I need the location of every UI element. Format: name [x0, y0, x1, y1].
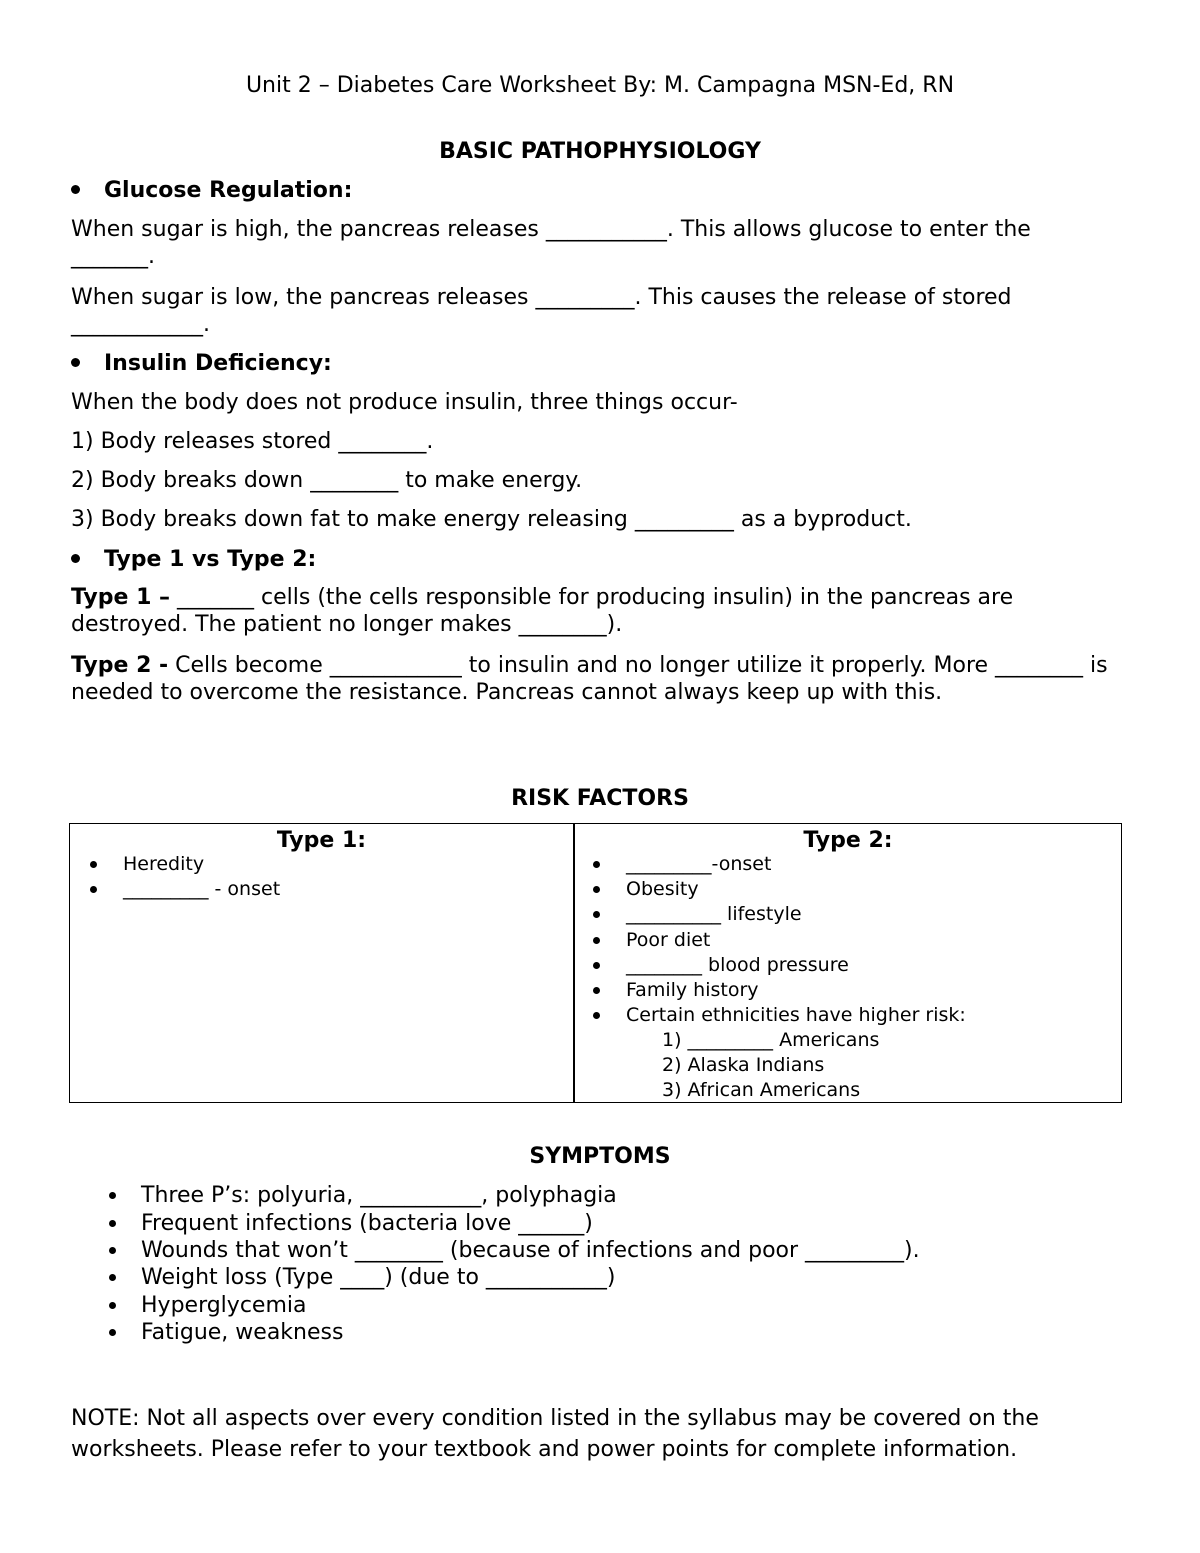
- insulin-item-3: 3) Body breaks down fat to make energy releasing _________ as a byproduct.: [71, 507, 912, 532]
- bullet-icon: [71, 185, 80, 194]
- type2-risk-item: Family history: [626, 978, 759, 1003]
- bullet-icon: [593, 962, 600, 969]
- bullet-icon: [593, 861, 600, 868]
- bullet-icon: [593, 911, 600, 918]
- type-comparison-label: Type 1 vs Type 2:: [104, 547, 317, 572]
- insulin-intro: When the body does not produce insulin, three things occur-: [71, 390, 738, 415]
- type1-text: _______ cells (the cells responsible for producing insulin) in the pancreas are destroyed. The patient no longer makes ________).: [71, 585, 1014, 637]
- section-heading-risk-factors: RISK FACTORS: [511, 786, 689, 811]
- bullet-icon: [71, 358, 80, 367]
- symptom-item: Frequent infections (bacteria love ______): [141, 1210, 593, 1237]
- type-comparison-heading: [71, 546, 316, 574]
- insulin-deficiency-heading: [71, 350, 332, 378]
- ethnicity-item: 3) African Americans: [662, 1079, 861, 1101]
- note-line-1: NOTE: Not all aspects over every condition listed in the syllabus may be covered on the: [71, 1406, 1039, 1431]
- bullet-icon: [90, 861, 97, 868]
- type2-column-header: Type 2:: [803, 828, 893, 853]
- type2-text: Cells become ____________ to insulin and no longer utilize it properly. More ________ is needed to overcome the resistance. Pancreas cannot always keep up with this.: [71, 653, 1108, 705]
- bullet-icon: [109, 1274, 116, 1281]
- type1-label: Type 1 –: [71, 585, 171, 610]
- insulin-item-1: 1) Body releases stored ________.: [71, 429, 434, 454]
- type2-risk-item: _________-onset: [626, 852, 771, 877]
- bullet-icon: [90, 886, 97, 893]
- glucose-line-1: When sugar is high, the pancreas releases ___________. This allows glucose to enter the: [71, 217, 1031, 242]
- type1-risk-item: _________ - onset: [123, 877, 280, 902]
- ethnicity-item: 1) _________ Americans: [662, 1029, 880, 1051]
- type2-risk-item: Certain ethnicities have higher risk:: [626, 1003, 966, 1028]
- insulin-item-2: 2) Body breaks down ________ to make energy.: [71, 468, 583, 493]
- bullet-icon: [109, 1220, 116, 1227]
- section-heading-pathophysiology: BASIC PATHOPHYSIOLOGY: [439, 139, 761, 164]
- bullet-icon: [109, 1329, 116, 1336]
- bullet-icon: [593, 937, 600, 944]
- type2-risk-item: Poor diet: [626, 928, 710, 953]
- symptom-item: Three P’s: polyuria, ___________, polyphagia: [141, 1182, 617, 1209]
- ethnicity-item: 2) Alaska Indians: [662, 1054, 825, 1076]
- glucose-line-2: _______.: [71, 244, 155, 269]
- risk-factors-table: [69, 823, 1122, 1103]
- symptom-item: Fatigue, weakness: [141, 1319, 343, 1346]
- symptom-item: Wounds that won’t ________ (because of infections and poor _________).: [141, 1237, 920, 1264]
- glucose-regulation-heading: [71, 177, 352, 205]
- worksheet-note: [71, 1403, 1151, 1465]
- table-column-divider: [573, 824, 575, 1102]
- symptom-item: Hyperglycemia: [141, 1292, 306, 1319]
- worksheet-title: Unit 2 – Diabetes Care Worksheet By: M. Campagna MSN-Ed, RN: [245, 73, 955, 98]
- bullet-icon: [593, 987, 600, 994]
- glucose-line-3: When sugar is low, the pancreas releases _________. This causes the release of stored: [71, 285, 1012, 310]
- glucose-regulation-label: Glucose Regulation:: [104, 178, 353, 203]
- bullet-icon: [71, 554, 80, 563]
- bullet-icon: [109, 1302, 116, 1309]
- bullet-icon: [593, 1012, 600, 1019]
- bullet-icon: [109, 1192, 116, 1199]
- glucose-line-4: ____________.: [71, 312, 210, 337]
- section-heading-symptoms: SYMPTOMS: [529, 1144, 671, 1169]
- type1-risk-item: Heredity: [123, 852, 204, 877]
- bullet-icon: [109, 1247, 116, 1254]
- type2-label: Type 2 -: [71, 653, 169, 678]
- type2-risk-item: ________ blood pressure: [626, 953, 849, 978]
- insulin-deficiency-label: Insulin Deficiency:: [104, 351, 332, 376]
- symptom-item: Weight loss (Type ____) (due to ___________): [141, 1264, 616, 1291]
- type2-risk-item: __________ lifestyle: [626, 902, 802, 927]
- note-line-2: worksheets. Please refer to your textbook and power points for complete information.: [71, 1437, 1018, 1462]
- bullet-icon: [593, 886, 600, 893]
- type2-paragraph: [71, 652, 1131, 706]
- type1-column-header: Type 1:: [276, 828, 367, 853]
- type2-risk-item: Obesity: [626, 877, 699, 902]
- type1-paragraph: [71, 584, 1131, 638]
